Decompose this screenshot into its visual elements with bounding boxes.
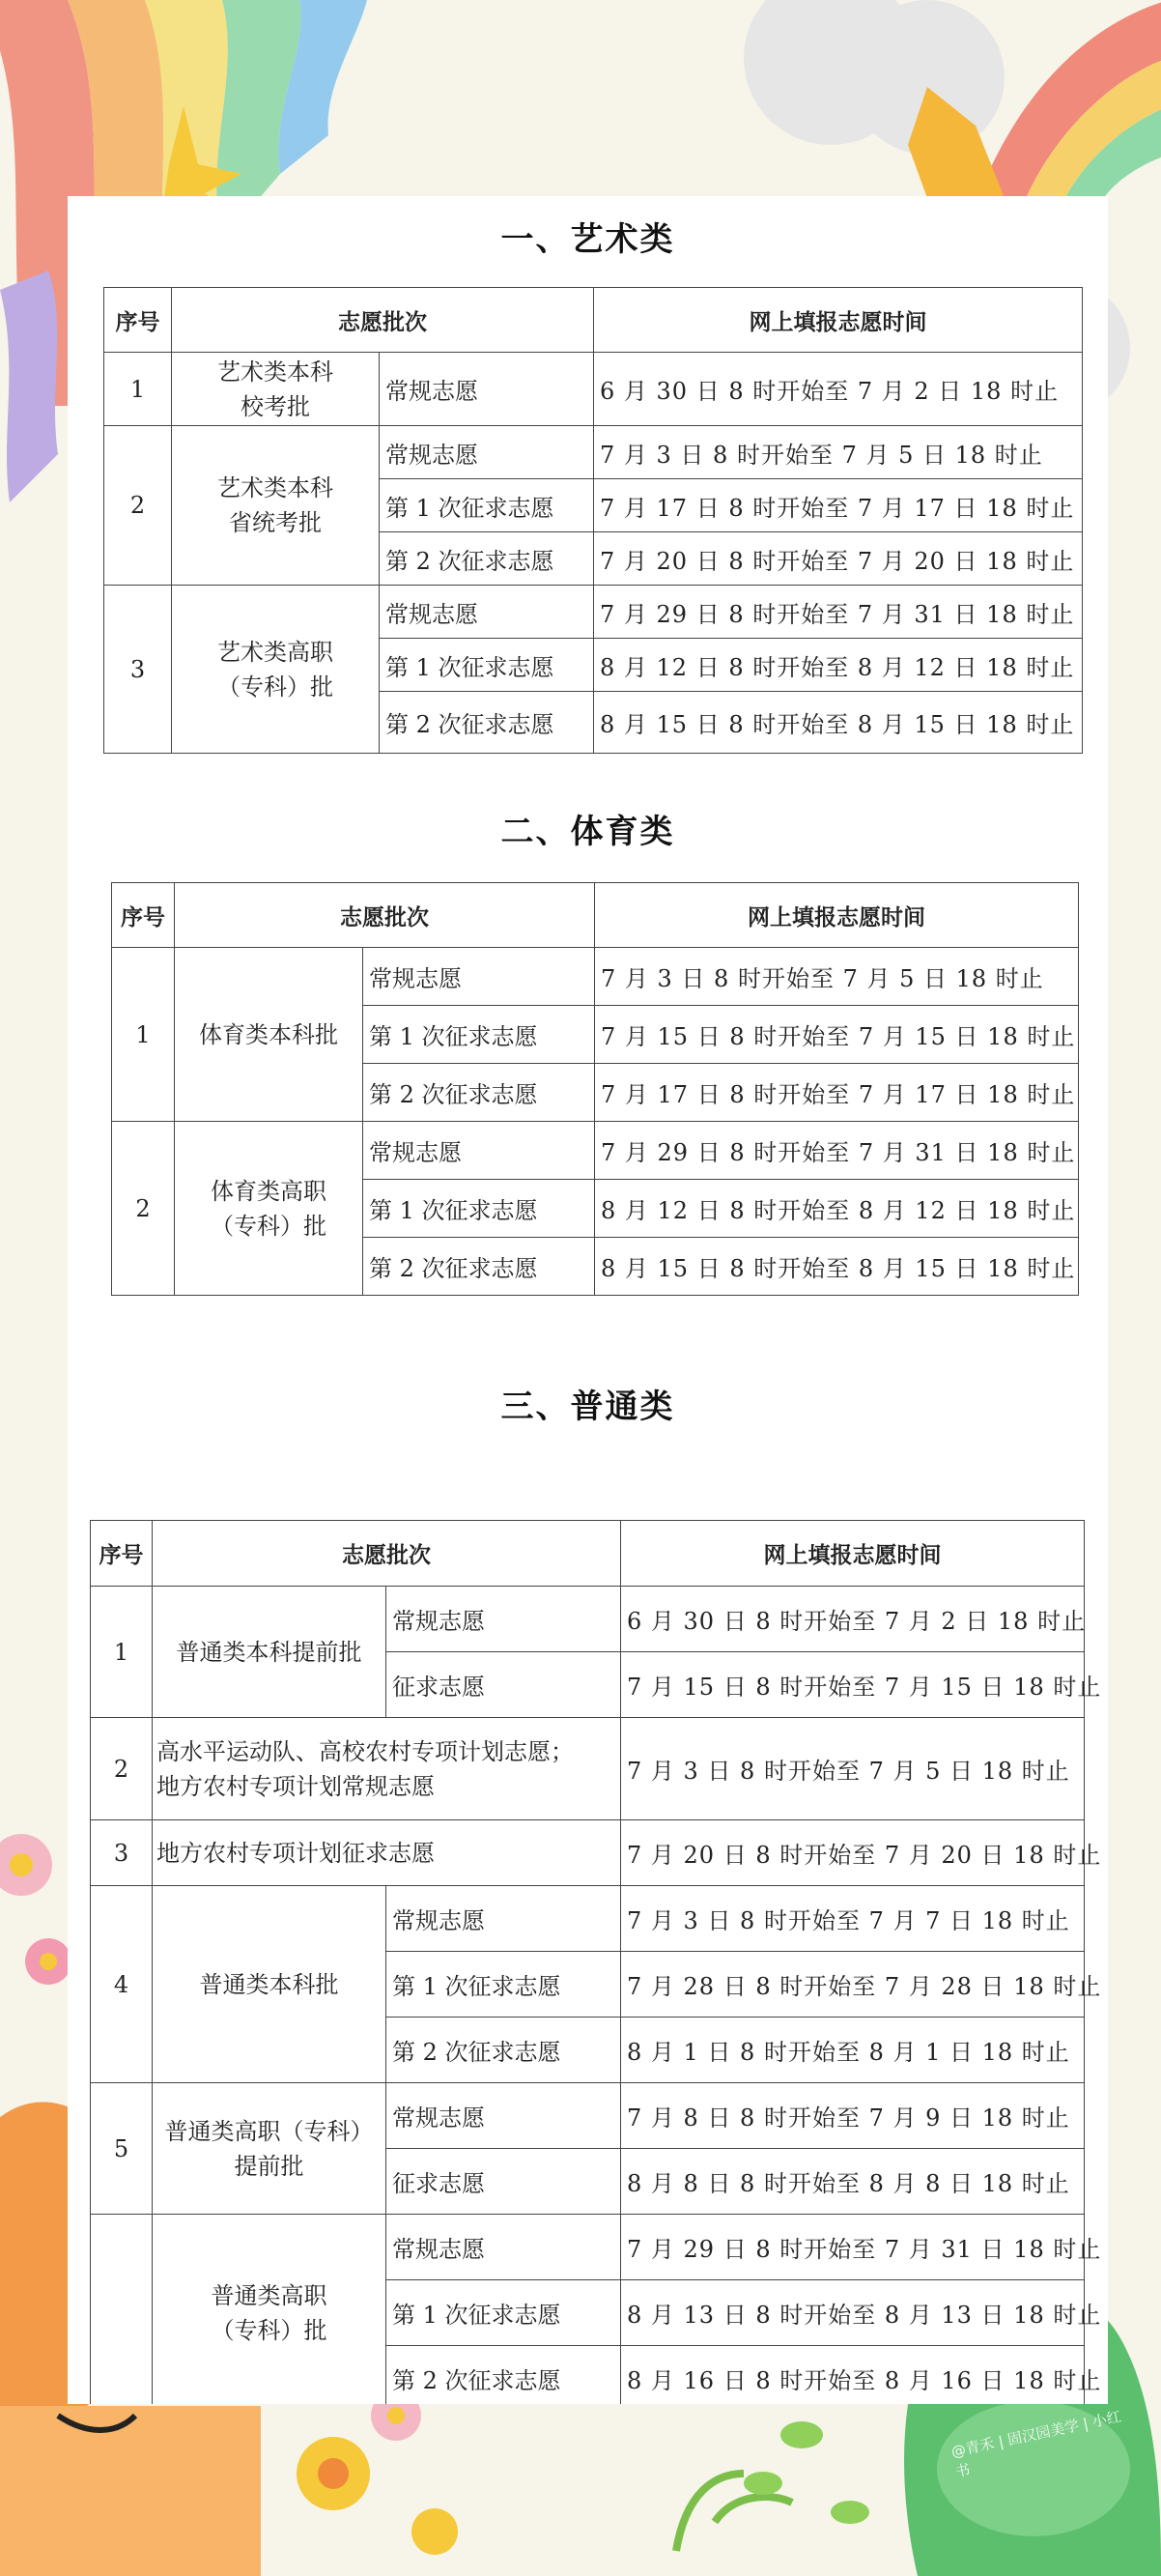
time-cell: 8 月 1 日 8 时开始至 8 月 1 日 18 时止 bbox=[621, 2018, 1085, 2083]
type-cell: 常规志愿 bbox=[386, 1587, 621, 1652]
section-title-art: 一、艺术类 bbox=[500, 220, 675, 259]
type-cell: 常规志愿 bbox=[386, 2215, 621, 2280]
seq-cell: 2 bbox=[91, 1718, 153, 1820]
header-batch: 志愿批次 bbox=[172, 288, 594, 353]
watermark-text: @青禾 | 固汉园美学 | 小红书 bbox=[949, 2407, 1123, 2481]
time-cell: 7 月 8 日 8 时开始至 7 月 9 日 18 时止 bbox=[621, 2083, 1085, 2149]
seq-cell: 1 bbox=[91, 1587, 153, 1718]
time-cell: 7 月 3 日 8 时开始至 7 月 5 日 18 时止 bbox=[621, 1718, 1085, 1820]
batch-cell: 体育类本科批 bbox=[175, 948, 363, 1122]
seq-cell: 2 bbox=[112, 1122, 175, 1296]
type-cell: 常规志愿 bbox=[380, 586, 594, 639]
time-cell: 7 月 17 日 8 时开始至 7 月 17 日 18 时止 bbox=[594, 479, 1083, 532]
batch-cell: 普通类本科提前批 bbox=[153, 1587, 386, 1718]
type-cell: 征求志愿 bbox=[386, 2149, 621, 2215]
batch-cell: 体育类高职 （专科）批 bbox=[175, 1122, 363, 1296]
time-cell: 8 月 15 日 8 时开始至 8 月 15 日 18 时止 bbox=[595, 1238, 1079, 1296]
general-schedule-table bbox=[90, 1520, 1102, 2404]
time-cell: 8 月 13 日 8 时开始至 8 月 13 日 18 时止 bbox=[621, 2280, 1085, 2346]
header-seq: 序号 bbox=[112, 883, 175, 948]
header-time: 网上填报志愿时间 bbox=[621, 1521, 1085, 1587]
type-cell: 常规志愿 bbox=[363, 1122, 595, 1180]
time-cell: 8 月 15 日 8 时开始至 8 月 15 日 18 时止 bbox=[594, 692, 1083, 754]
content-panel bbox=[68, 196, 1108, 2404]
time-cell: 8 月 16 日 8 时开始至 8 月 16 日 18 时止 bbox=[621, 2346, 1085, 2405]
type-cell: 常规志愿 bbox=[386, 1886, 621, 1952]
header-batch: 志愿批次 bbox=[153, 1521, 621, 1587]
section-title-sports: 二、体育类 bbox=[500, 813, 675, 851]
type-cell: 第 2 次征求志愿 bbox=[380, 532, 594, 586]
header-seq: 序号 bbox=[91, 1521, 153, 1587]
batch-cell-merged: 地方农村专项计划征求志愿 bbox=[153, 1820, 621, 1886]
seq-cell bbox=[91, 2215, 153, 2405]
time-cell: 7 月 17 日 8 时开始至 7 月 17 日 18 时止 bbox=[595, 1064, 1079, 1122]
batch-cell: 普通类本科批 bbox=[153, 1886, 386, 2083]
batch-cell: 艺术类本科 校考批 bbox=[172, 353, 380, 426]
seq-cell: 2 bbox=[104, 426, 172, 586]
type-cell: 第 2 次征求志愿 bbox=[363, 1238, 595, 1296]
batch-cell: 普通类高职 （专科）批 bbox=[153, 2215, 386, 2405]
batch-cell: 普通类高职（专科） 提前批 bbox=[153, 2083, 386, 2215]
type-cell: 第 1 次征求志愿 bbox=[386, 1952, 621, 2018]
header-time: 网上填报志愿时间 bbox=[594, 288, 1083, 353]
seq-cell: 3 bbox=[104, 586, 172, 754]
seq-cell: 1 bbox=[112, 948, 175, 1122]
time-cell: 6 月 30 日 8 时开始至 7 月 2 日 18 时止 bbox=[621, 1587, 1085, 1652]
time-cell: 7 月 3 日 8 时开始至 7 月 7 日 18 时止 bbox=[621, 1886, 1085, 1952]
time-cell: 8 月 12 日 8 时开始至 8 月 12 日 18 时止 bbox=[595, 1180, 1079, 1238]
rainbow-right-decoration bbox=[976, 0, 1161, 203]
time-cell: 7 月 20 日 8 时开始至 7 月 20 日 18 时止 bbox=[594, 532, 1083, 586]
time-cell: 7 月 29 日 8 时开始至 7 月 31 日 18 时止 bbox=[594, 586, 1083, 639]
header-time: 网上填报志愿时间 bbox=[595, 883, 1079, 948]
time-cell: 7 月 28 日 8 时开始至 7 月 28 日 18 时止 bbox=[621, 1952, 1085, 2018]
time-cell: 7 月 15 日 8 时开始至 7 月 15 日 18 时止 bbox=[621, 1652, 1085, 1718]
type-cell: 第 2 次征求志愿 bbox=[380, 692, 594, 754]
seq-cell: 1 bbox=[104, 353, 172, 426]
sports-schedule-table bbox=[111, 882, 1079, 1296]
type-cell: 第 2 次征求志愿 bbox=[386, 2346, 621, 2405]
type-cell: 常规志愿 bbox=[380, 426, 594, 479]
type-cell: 第 2 次征求志愿 bbox=[386, 2018, 621, 2083]
seq-cell: 3 bbox=[91, 1820, 153, 1886]
type-cell: 第 1 次征求志愿 bbox=[380, 479, 594, 532]
time-cell: 7 月 15 日 8 时开始至 7 月 15 日 18 时止 bbox=[595, 1006, 1079, 1064]
time-cell: 7 月 29 日 8 时开始至 7 月 31 日 18 时止 bbox=[621, 2215, 1085, 2280]
time-cell: 8 月 8 日 8 时开始至 8 月 8 日 18 时止 bbox=[621, 2149, 1085, 2215]
header-seq: 序号 bbox=[104, 288, 172, 353]
type-cell: 第 1 次征求志愿 bbox=[386, 2280, 621, 2346]
time-cell: 7 月 3 日 8 时开始至 7 月 5 日 18 时止 bbox=[595, 948, 1079, 1006]
type-cell: 常规志愿 bbox=[380, 353, 594, 426]
seq-cell: 4 bbox=[91, 1886, 153, 2083]
time-cell: 7 月 20 日 8 时开始至 7 月 20 日 18 时止 bbox=[621, 1820, 1085, 1886]
type-cell: 第 1 次征求志愿 bbox=[380, 639, 594, 692]
batch-cell: 艺术类高职 （专科）批 bbox=[172, 586, 380, 754]
batch-cell-merged: 高水平运动队、高校农村专项计划志愿； 地方农村专项计划常规志愿 bbox=[153, 1718, 621, 1820]
time-cell: 7 月 29 日 8 时开始至 7 月 31 日 18 时止 bbox=[595, 1122, 1079, 1180]
header-batch: 志愿批次 bbox=[175, 883, 595, 948]
time-cell: 7 月 3 日 8 时开始至 7 月 5 日 18 时止 bbox=[594, 426, 1083, 479]
type-cell: 征求志愿 bbox=[386, 1652, 621, 1718]
section-title-general: 三、普通类 bbox=[500, 1388, 675, 1426]
type-cell: 第 1 次征求志愿 bbox=[363, 1006, 595, 1064]
type-cell: 第 1 次征求志愿 bbox=[363, 1180, 595, 1238]
time-cell: 6 月 30 日 8 时开始至 7 月 2 日 18 时止 bbox=[594, 353, 1083, 426]
type-cell: 第 2 次征求志愿 bbox=[363, 1064, 595, 1122]
type-cell: 常规志愿 bbox=[386, 2083, 621, 2149]
batch-cell: 艺术类本科 省统考批 bbox=[172, 426, 380, 586]
seq-cell: 5 bbox=[91, 2083, 153, 2215]
type-cell: 常规志愿 bbox=[363, 948, 595, 1006]
time-cell: 8 月 12 日 8 时开始至 8 月 12 日 18 时止 bbox=[594, 639, 1083, 692]
art-schedule-table bbox=[103, 287, 1083, 754]
